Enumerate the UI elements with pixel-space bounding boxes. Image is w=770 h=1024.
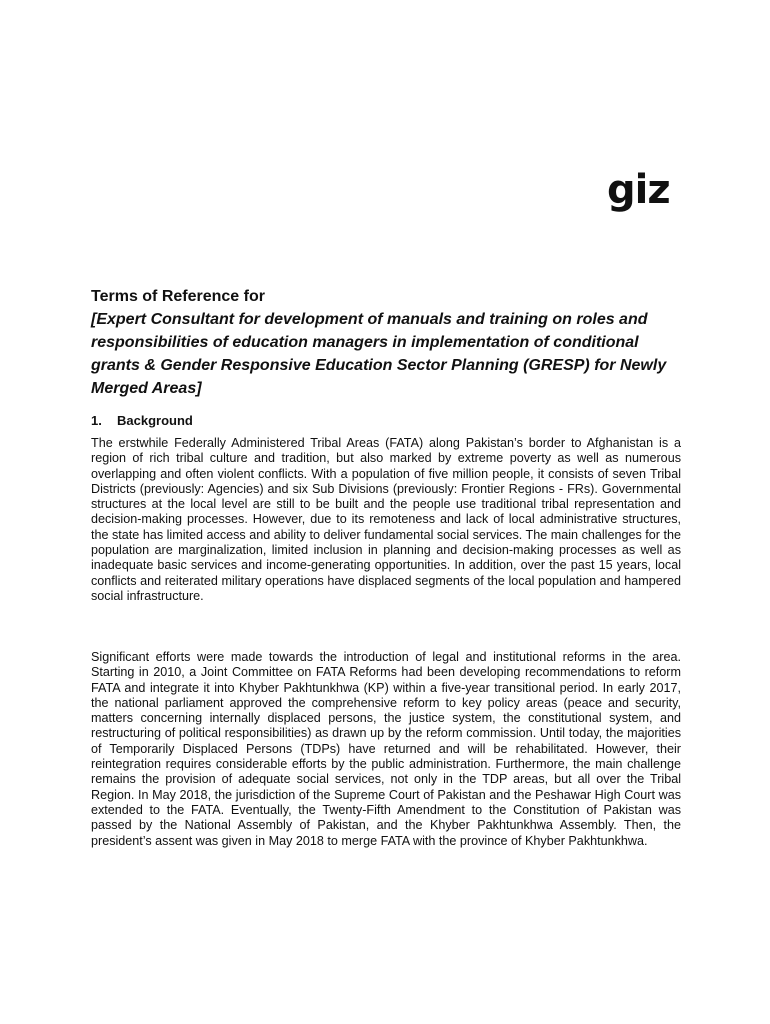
section-heading-text: Background: [117, 413, 193, 428]
section-number: 1.: [91, 413, 102, 428]
title-line: Terms of Reference for: [91, 288, 265, 305]
section-heading: [91, 412, 193, 430]
background-paragraph-1: The erstwhile Federally Administered Tribal Areas (FATA) along Pakistan’s border to Afghanistan is a region of rich tribal culture and tradition, but also marked by extreme poverty as well as numerous overlapping and often violent conflicts. With a population of five million people, it consists of seven Tribal Districts (previously: Agencies) and six Sub Divisions (previously: Frontier Regions - FRs). Governmental structures at the local level are still to be built and the people use traditional tribal representation and decision-making processes. However, due to its remoteness and lack of local administrative structures, the state has limited access and ability to deliver fundamental social services. The main challenges for the population are marginalization, limited inclusion in planning and decision-making processes as well as inadequate basic services and income-generating opportunities. In addition, over the past 15 years, local conflicts and reiterated military operations have displaced segments of the local population and hampered social infrastructure.: [91, 436, 681, 603]
giz-logo: giz: [607, 167, 670, 213]
background-paragraph-2: Significant efforts were made towards the introduction of legal and institutional reforms in the area. Starting in 2010, a Joint Committee on FATA Reforms had been developing recommendations to reform FATA and integrate it into Khyber Pakhtunkhwa (KP) within a five-year transitional period. In early 2017, the national parliament approved the comprehensive reform to key policy areas (peace and security, matters concerning internally displaced persons, the justice system, the constitutional system, and restructuring of political responsibilities) as drawn up by the reform commission. Until today, the majorities of Temporarily Displaced Persons (TDPs) have returned and will be rehabilitated. However, their reintegration requires considerable efforts by the public administration. Furthermore, the main challenge remains the provision of adequate social services, not only in the TDP areas, but all over the Tribal Region. In May 2018, the jurisdiction of the Supreme Court of Pakistan and the Peshawar High Court was extended to the FATA. Eventually, the Twenty-Fifth Amendment to the Constitution of Pakistan was passed by the National Assembly of Pakistan, and the Khyber Pakhtunkhwa Assembly. Then, the president’s assent was given in May 2018 to merge FATA with the province of Khyber Pakhtunkhwa.: [91, 650, 681, 848]
document-title: [91, 285, 681, 400]
title-main: [Expert Consultant for development of manuals and training on roles and responsibilities of education managers in implementation of conditional grants & Gender Responsive Education Sector Planning (GRESP) for Newly Merged Areas]: [91, 311, 667, 397]
